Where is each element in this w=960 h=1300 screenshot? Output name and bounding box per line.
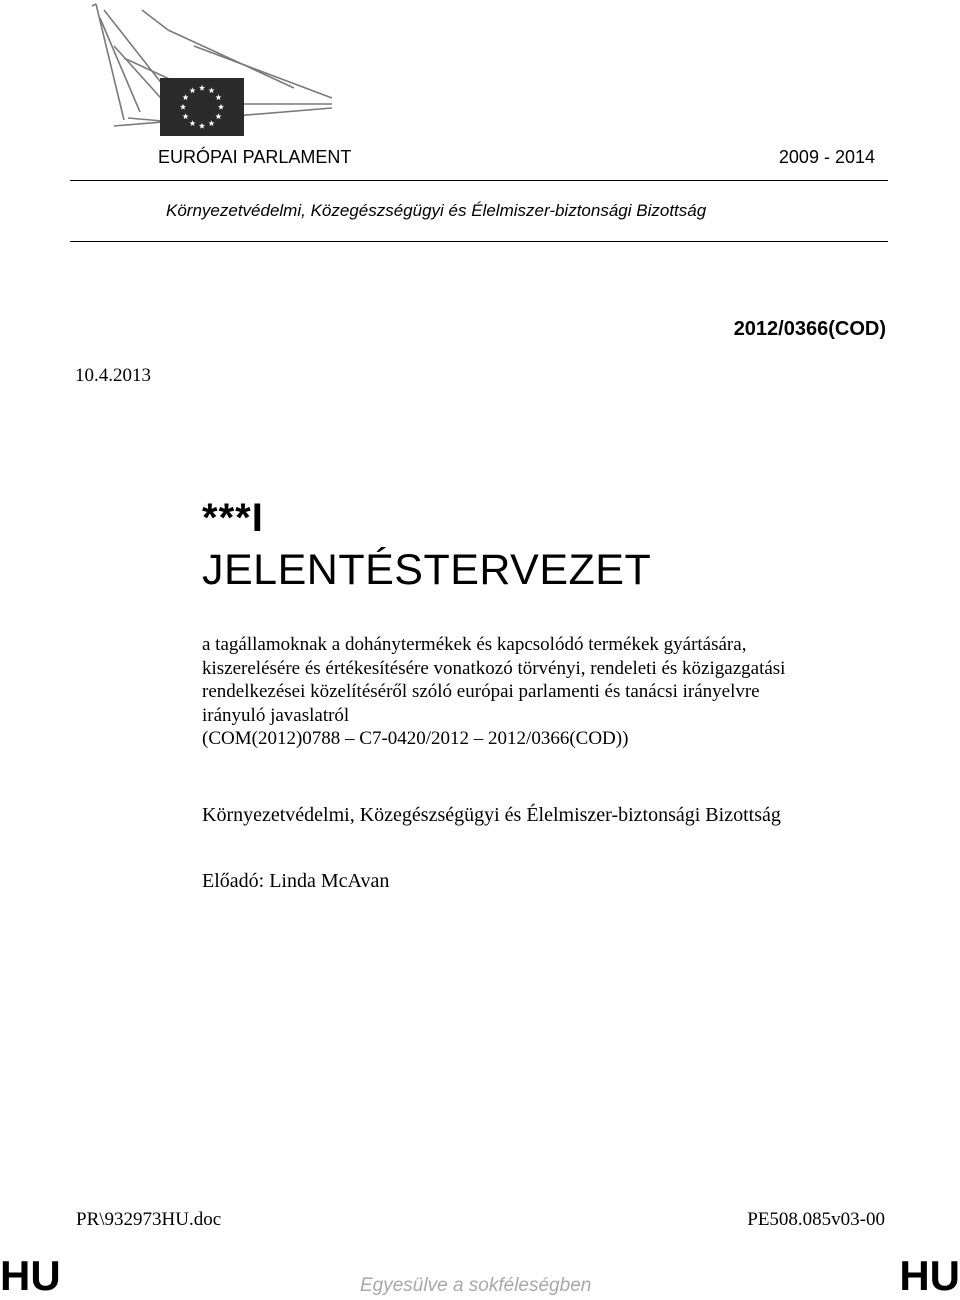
committee-name: Környezetvédelmi, Közegészségügyi és Élelmiszer-biztonsági Bizottság <box>202 804 781 826</box>
pe-reference: PE508.085v03-00 <box>747 1209 885 1230</box>
header-rule-top <box>70 180 888 181</box>
document-subject <box>202 633 882 751</box>
document-date: 10.4.2013 <box>75 365 151 386</box>
institution-name: EURÓPAI PARLAMENT <box>158 147 352 167</box>
parliamentary-term: 2009 - 2014 <box>778 147 875 167</box>
language-code-left: HU <box>0 1252 61 1299</box>
rapporteur: Előadó: Linda McAvan <box>202 870 390 892</box>
document-reference: PR\932973HU.doc <box>76 1209 222 1230</box>
document-title: JELENTÉSTERVEZET <box>202 546 652 594</box>
language-code-right: HU <box>899 1252 960 1299</box>
subject-line: rendelkezései közelítéséről szóló európai parlamenti és tanácsi irányelvre <box>202 681 760 703</box>
committee-header: Környezetvédelmi, Közegészségügyi és Élelmiszer-biztonsági Bizottság <box>166 201 707 220</box>
procedure-marker: ***I <box>202 496 264 540</box>
eu-motto: Egyesülve a sokféleségben <box>360 1275 592 1296</box>
european-parliament-logo <box>84 0 334 140</box>
procedure-number: 2012/0366(COD) <box>733 318 886 340</box>
subject-line: kiszerelésére és értékesítésére vonatkozó törvényi, rendeleti és közigazgatási <box>202 657 786 679</box>
subject-line: (COM(2012)0788 – C7-0420/2012 – 2012/0366(COD)) <box>202 728 629 750</box>
subject-line: irányuló javaslatról <box>202 704 350 726</box>
subject-line: a tagállamoknak a dohánytermékek és kapcsolódó termékek gyártására, <box>202 634 747 655</box>
header-rule-bottom <box>70 241 888 242</box>
